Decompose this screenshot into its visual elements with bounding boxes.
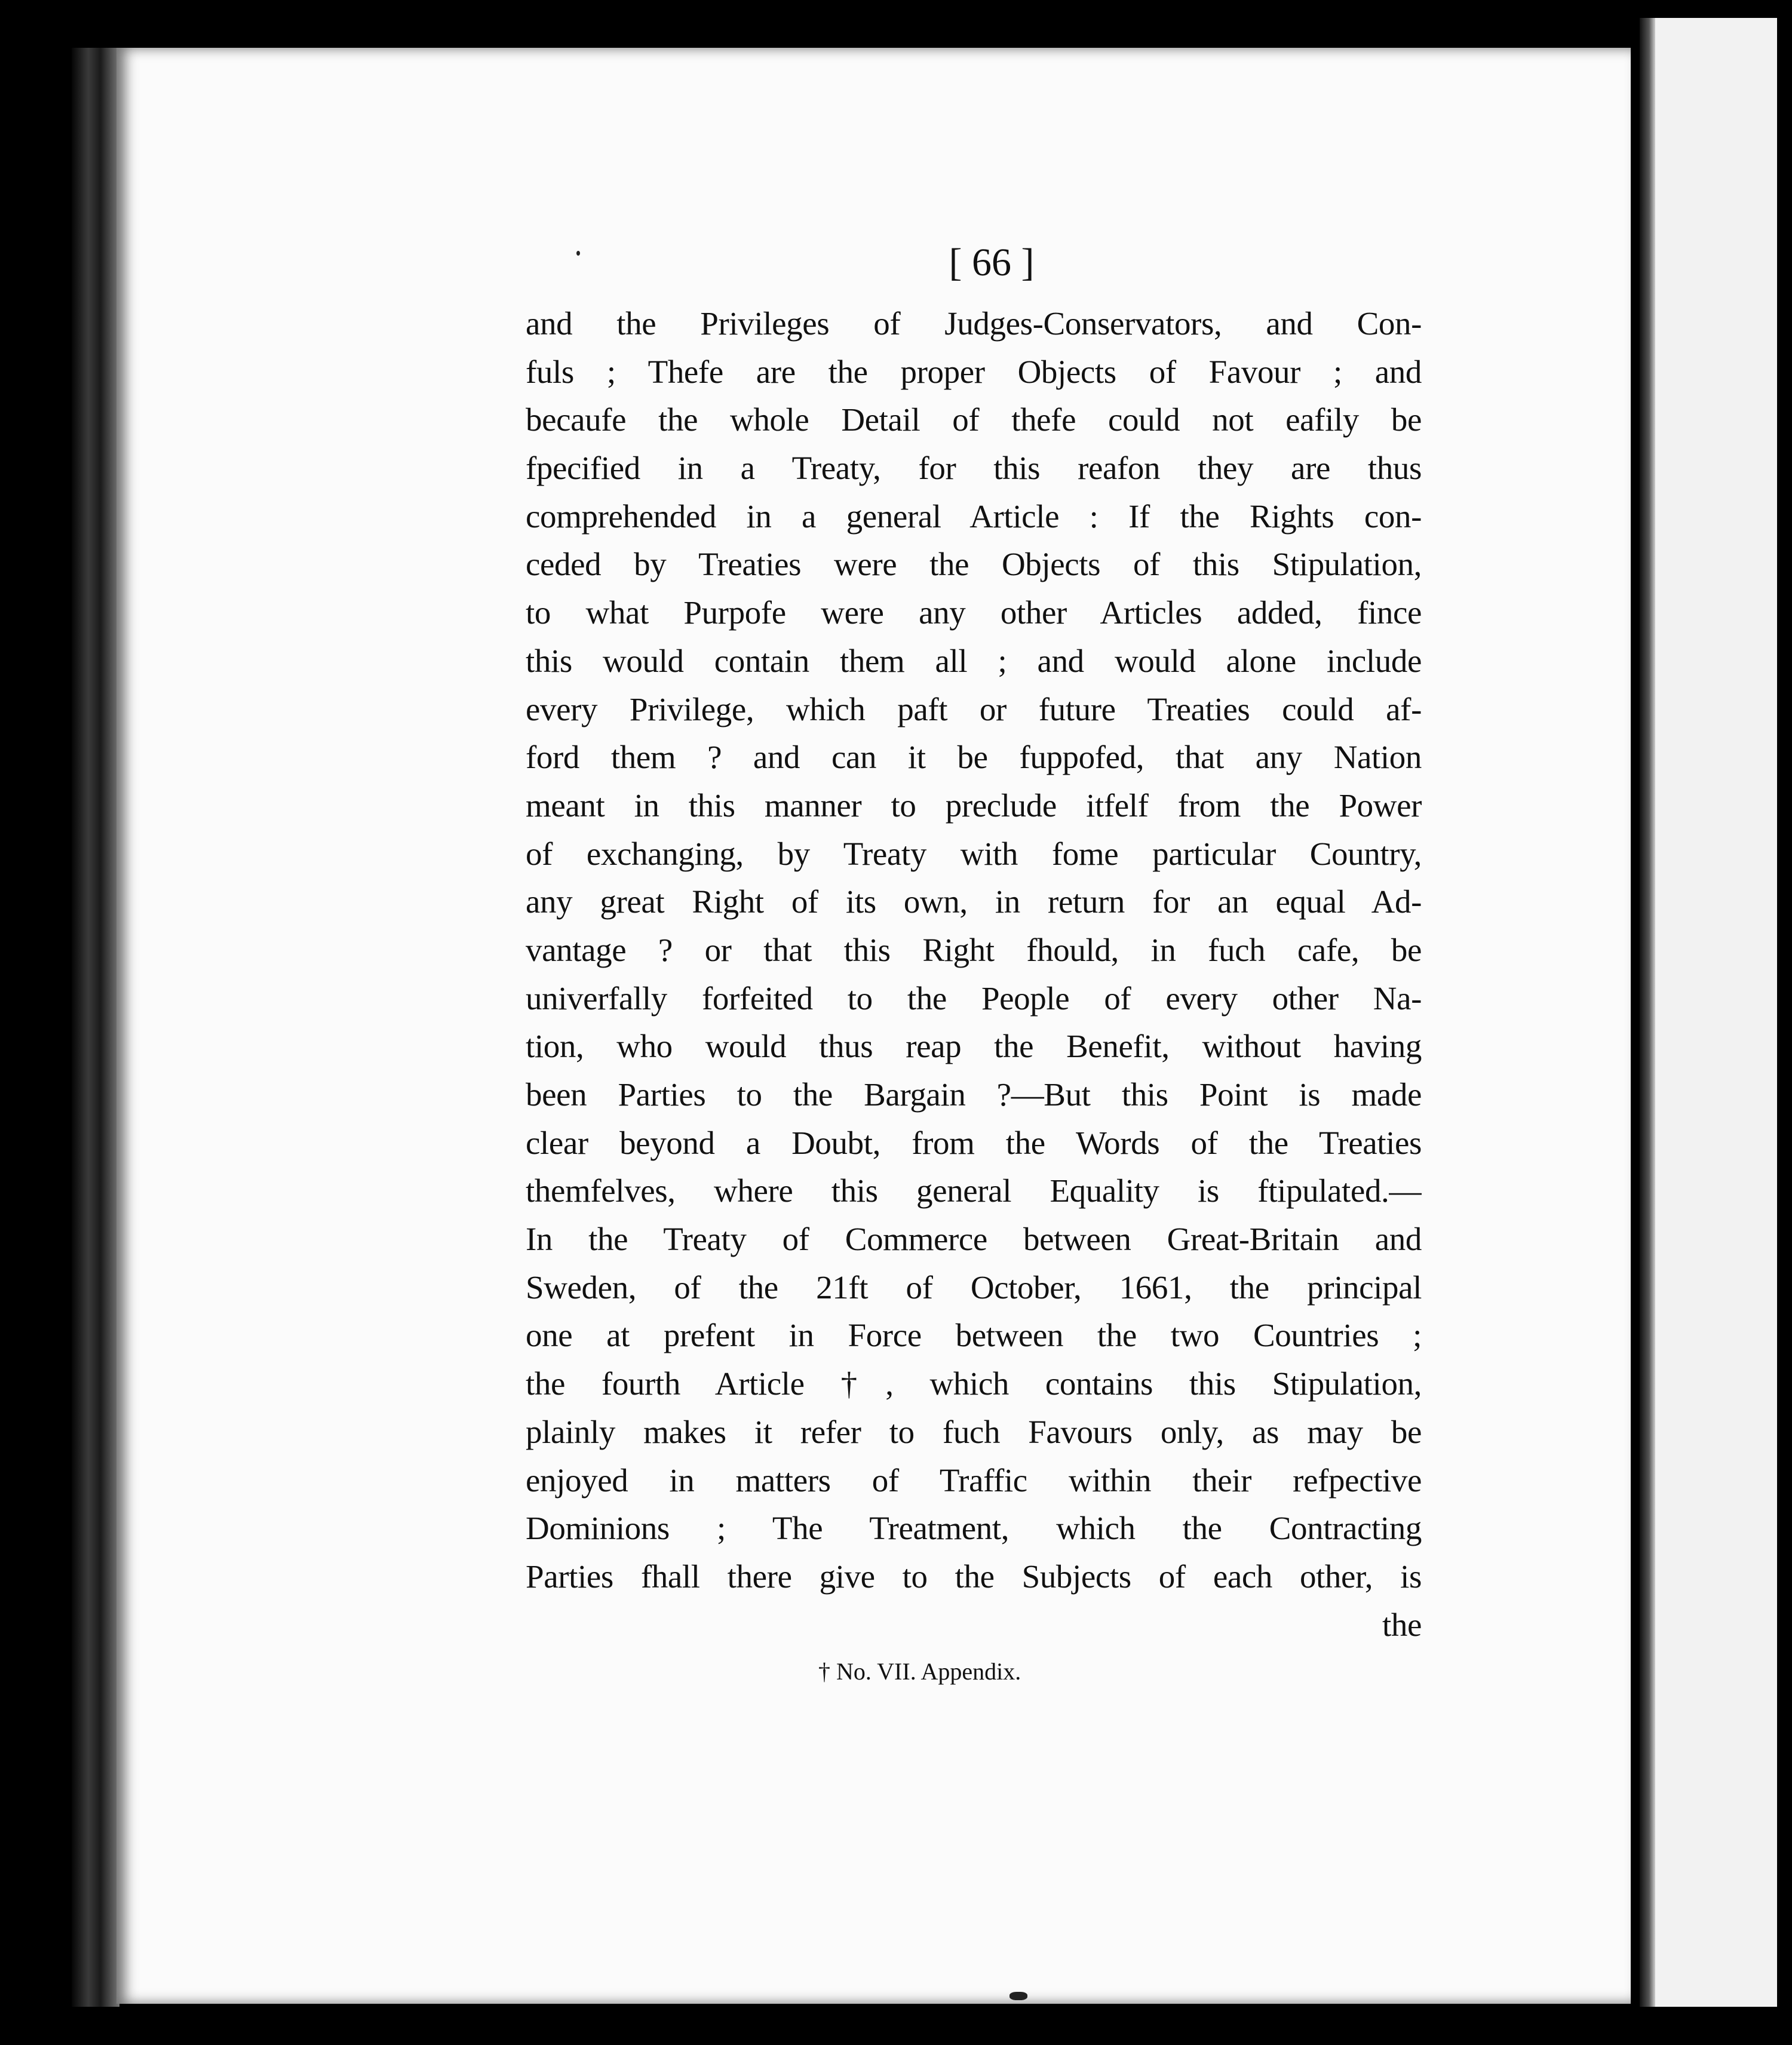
- footnote: † No. VII. Appendix.: [818, 1658, 1021, 1685]
- text-line: any great Right of its own, in return for an equal Ad-: [526, 883, 1422, 920]
- text-line: comprehended in a general Article : If the Rights con-: [526, 498, 1422, 535]
- text-line: been Parties to the Bargain ?—But this Point is made: [526, 1076, 1422, 1113]
- facing-page-edge: [1640, 18, 1777, 2007]
- book-gutter: [72, 48, 119, 2007]
- ink-speck: [1009, 1992, 1027, 2000]
- text-line: ceded by Treaties were the Objects of this Stipulation,: [526, 546, 1422, 583]
- catchword: the: [1382, 1606, 1422, 1643]
- text-line: In the Treaty of Commerce between Great-Britain and: [526, 1221, 1422, 1258]
- text-line: enjoyed in matters of Traffic within their refpective: [526, 1461, 1422, 1499]
- text-line: fuls ; Thefe are the proper Objects of Favour ; and: [526, 353, 1422, 390]
- text-line: Parties fhall there give to the Subjects of each other, is: [526, 1558, 1422, 1595]
- text-line: univerfally forfeited to the People of every other Na-: [526, 979, 1422, 1017]
- text-line: and the Privileges of Judges-Conservators, and Con-: [526, 305, 1422, 342]
- text-line: becaufe the whole Detail of thefe could not eafily be: [526, 401, 1422, 438]
- text-line: this would contain them all ; and would alone include: [526, 642, 1422, 679]
- text-line: themfelves, where this general Equality is ftipulated.—: [526, 1172, 1422, 1209]
- text-line: Dominions ; The Treatment, which the Contracting: [526, 1510, 1422, 1547]
- text-line: fpecified in a Treaty, for this reafon they are thus: [526, 450, 1422, 487]
- text-line: every Privilege, which paft or future Treaties could af-: [526, 690, 1422, 727]
- text-line: meant in this manner to preclude itfelf from the Power: [526, 787, 1422, 824]
- body-text: [526, 300, 1422, 1649]
- text-line: the fourth Article †, which contains this Stipulation,: [526, 1365, 1422, 1402]
- text-line: plainly makes it refer to fuch Favours only, as may be: [526, 1413, 1422, 1450]
- text-line: clear beyond a Doubt, from the Words of the Treaties: [526, 1124, 1422, 1161]
- text-line: vantage ? or that this Right fhould, in fuch cafe, be: [526, 931, 1422, 968]
- text-line: tion, who would thus reap the Benefit, without having: [526, 1028, 1422, 1065]
- text-line: Sweden, of the 21ft of October, 1661, the principal: [526, 1269, 1422, 1306]
- text-line: ford them ? and can it be fuppofed, that any Nation: [526, 739, 1422, 776]
- text-line: one at prefent in Force between the two Countries ;: [526, 1317, 1422, 1354]
- text-line: of exchanging, by Treaty with fome particular Country,: [526, 835, 1422, 872]
- page-number-header: [ 66 ]: [949, 241, 1035, 284]
- text-block: [526, 239, 1422, 1649]
- text-line: to what Purpofe were any other Articles added, fince: [526, 594, 1422, 631]
